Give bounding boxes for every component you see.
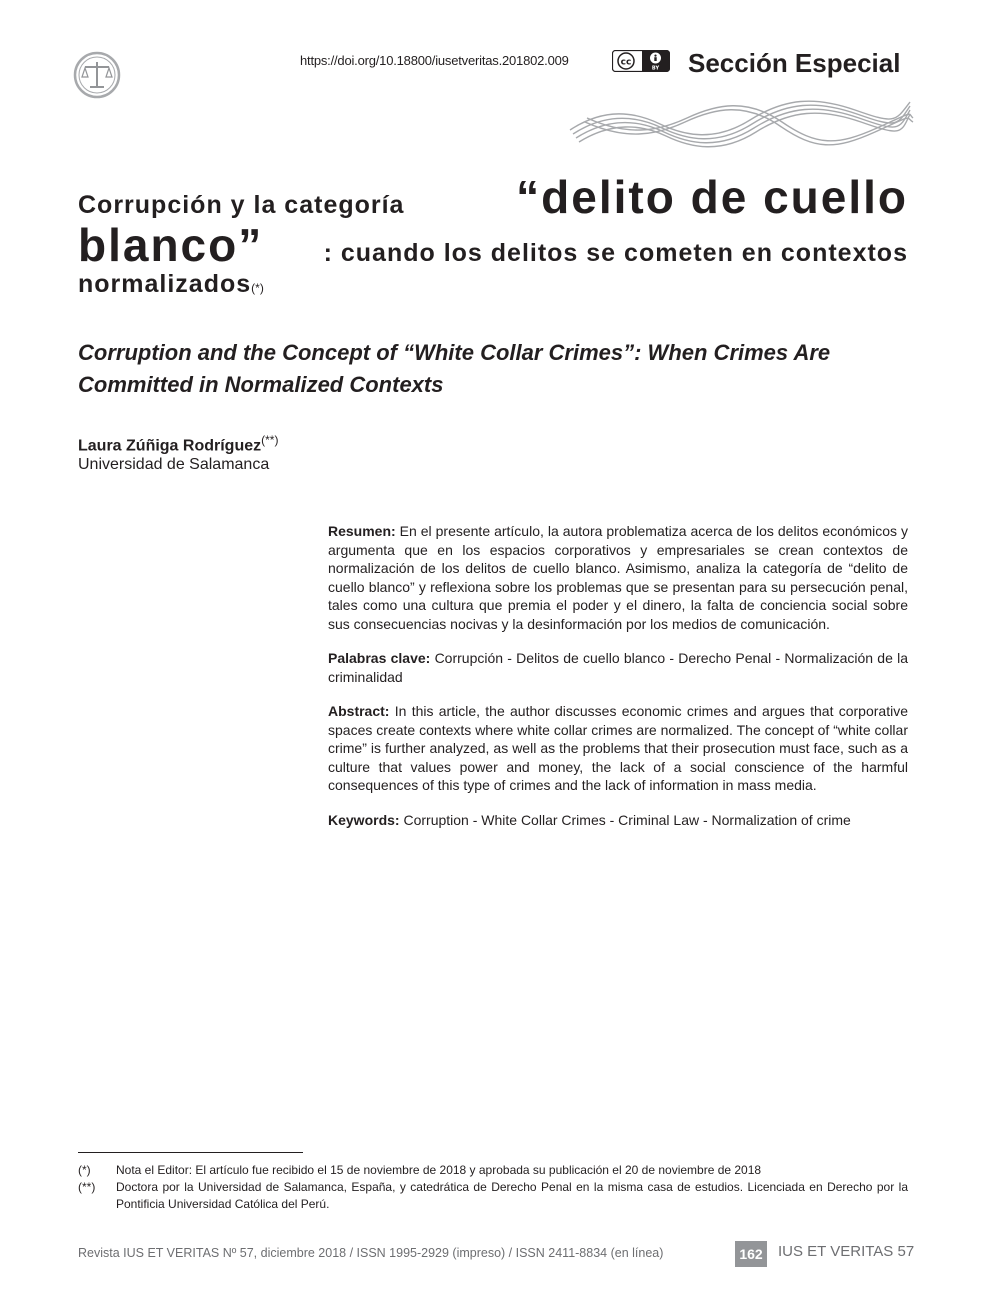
footnotes (78, 1162, 908, 1213)
author-name (78, 433, 278, 455)
title-line3: normalizados (78, 270, 252, 298)
footnote-mark: (**) (78, 1180, 96, 1194)
journal-name: IUS ET VERITAS 57 (778, 1243, 915, 1260)
footnote-item (78, 1179, 908, 1213)
title-line2-emphasis: blanco” (78, 219, 264, 271)
keywords-paragraph (328, 811, 908, 830)
section-heading: Sección Especial (688, 48, 901, 78)
keywords-label: Keywords: (328, 811, 400, 828)
journal-citation: Revista IUS ET VERITAS Nº 57, diciembre 2018 / ISSN 1995-2929 (impreso) / ISSN 2411-8834 (en línea) (78, 1246, 664, 1260)
abstract-paragraph (328, 702, 908, 795)
decorative-waves (565, 92, 915, 162)
author-footnote-mark: (**) (261, 433, 279, 447)
by-label: BY (651, 65, 660, 72)
abstract-text: In this article, the author discusses economic crimes and argues that corporative spaces create contexts where white collar crimes are normalized. The concept of “white collar crime” is further analyzed, as well as the problems that their prosecution must face, such as a culture that values power and money, the lack of a social conscience of the harmful consequences of this type of crimes and the lack of information in mass media. (328, 703, 908, 793)
resumen-paragraph (328, 522, 908, 633)
author-affiliation: Universidad de Salamanca (78, 456, 270, 473)
resumen-text: En el presente artículo, la autora problematiza acerca de los delitos económicos y argumenta que en los espacios corporativos y empresariales se crean contextos de normalización de los delitos de cuello blanco. Asimismo, analiza la categoría de “delito de cuello blanco” y reflexiona sobre los problemas que se presentan para su persecución penal, tales como una cultura que premia el poder y el dinero, la falta de conciencia social sobre sus consecuencias nocivas y la desinformación por los medios de comunicación. (328, 523, 909, 632)
footnote-divider (78, 1152, 303, 1153)
doi-link[interactable]: https://doi.org/10.18800/iusetveritas.201802.009 (300, 53, 569, 68)
scales-of-justice-icon (72, 50, 122, 100)
cc-label: cc (620, 57, 632, 68)
palabras-clave-paragraph (328, 649, 908, 686)
author-name-text: Laura Zúñiga Rodríguez (78, 437, 262, 455)
article-title (78, 170, 908, 310)
resumen-label: Resumen: (328, 523, 396, 539)
palabras-clave-text: Corrupción - Delitos de cuello blanco - Derecho Penal - Normalización de la criminalidad (328, 650, 908, 685)
keywords-text: Corruption - White Collar Crimes - Criminal Law - Normalization of crime (403, 811, 851, 828)
english-title: Corruption and the Concept of “White Collar Crimes”: When Crimes Are Committed in Normalized Contexts (78, 340, 831, 397)
creative-commons-icon (612, 50, 670, 72)
footnote-text: Nota el Editor: El artículo fue recibido el 15 de noviembre de 2018 y aprobada su publicación el 20 de noviembre de 2018 (116, 1163, 762, 1177)
footnote-item (78, 1162, 908, 1179)
title-footnote-mark: (*) (251, 281, 264, 295)
title-line1-prefix: Corrupción y la categoría (78, 191, 405, 219)
footnote-mark: (*) (78, 1163, 91, 1177)
abstract-column (328, 522, 908, 845)
footnote-text: Doctora por la Universidad de Salamanca, España, y catedrática de Derecho Penal en la misma casa de estudios. Licenciada en Derecho por la Pontificia Universidad Católica del Perú. (116, 1180, 908, 1211)
title-line1-emphasis: “delito de cuello (516, 171, 908, 223)
title-line2-rest: : cuando los delitos se cometen en contextos (323, 239, 908, 267)
palabras-clave-label: Palabras clave: (328, 650, 431, 666)
page-number: 162 (735, 1241, 767, 1267)
abstract-label: Abstract: (328, 703, 390, 719)
